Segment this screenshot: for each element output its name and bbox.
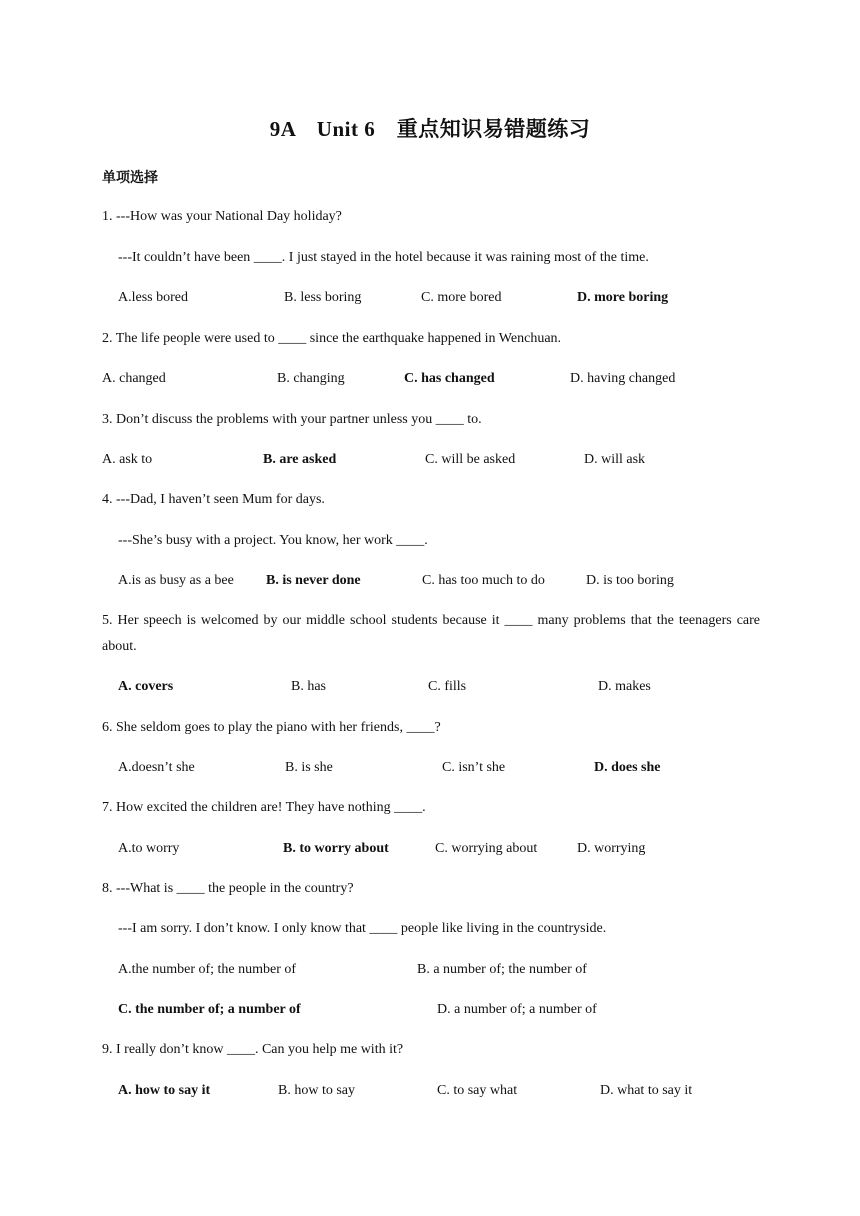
question-5-stem: 5. Her speech is welcomed by our middle school students because it ____ many problems that the teenagers care about. [102,613,760,654]
question-8-line2: ---I am sorry. I don’t know. I only know that ____ people like living in the countryside. [118,921,607,936]
question-7-stem: 7. How excited the children are! They have nothing ____. [102,800,426,815]
question-3-stem: 3. Don’t discuss the problems with your partner unless you ____ to. [102,412,482,427]
question-9-option-c: C. to say what [437,1083,518,1098]
question-9-stem: 9. I really don’t know ____. Can you help me with it? [102,1042,404,1057]
question-3-option-d: D. will ask [584,452,646,467]
question-5-option-a: A. covers [118,679,174,694]
question-5-option-c: C. fills [428,679,467,694]
question-5-option-b: B. has [291,679,326,694]
question-8-option-a: A.the number of; the number of [118,962,297,977]
question-6-stem: 6. She seldom goes to play the piano with her friends, ____? [102,720,441,735]
question-8-option-c: C. the number of; a number of [118,1002,301,1017]
question-6-option-c: C. isn’t she [442,760,506,775]
question-3-option-c: C. will be asked [425,452,516,467]
question-7-option-d: D. worrying [577,841,646,856]
question-3-option-a: A. ask to [102,452,153,467]
question-6-option-b: B. is she [285,760,333,775]
page-title: 9A Unit 6 重点知识易错题练习 [269,117,591,141]
question-7-option-c: C. worrying about [435,841,538,856]
question-1-line2: ---It couldn’t have been ____. I just stayed in the hotel because it was raining most of the time. [118,250,649,265]
question-9-option-a: A. how to say it [118,1083,211,1098]
question-4-stem: 4. ---Dad, I haven’t seen Mum for days. [102,492,325,507]
question-1-option-c: C. more bored [421,290,502,305]
question-7-option-b: B. to worry about [283,841,389,856]
question-8-option-d: D. a number of; a number of [437,1002,597,1017]
question-8-option-b: B. a number of; the number of [417,962,587,977]
question-7-option-a: A.to worry [118,841,180,856]
question-8-stem: 8. ---What is ____ the people in the country? [102,881,354,896]
question-1-stem: 1. ---How was your National Day holiday? [102,209,342,224]
question-6-option-d: D. does she [594,760,661,775]
question-2-option-a: A. changed [102,371,166,386]
question-4-line2: ---She’s busy with a project. You know, her work ____. [118,533,428,548]
question-3-option-b: B. are asked [263,452,337,467]
question-2-option-b: B. changing [277,371,345,386]
question-6-option-a: A.doesn’t she [118,760,195,775]
question-2-option-c: C. has changed [404,371,495,386]
question-4-option-b: B. is never done [266,573,361,588]
question-1-option-b: B. less boring [284,290,362,305]
question-9-option-b: B. how to say [278,1083,355,1098]
question-4-option-a: A.is as busy as a bee [118,573,234,588]
question-1-option-a: A.less bored [118,290,188,305]
question-2-option-d: D. having changed [570,371,676,386]
question-1-option-d: D. more boring [577,290,669,305]
section-heading: 单项选择 [102,171,158,186]
question-9-option-d: D. what to say it [600,1083,693,1098]
question-4-option-d: D. is too boring [586,573,674,588]
question-4-option-c: C. has too much to do [422,573,545,588]
question-5-option-d: D. makes [598,679,651,694]
question-2-stem: 2. The life people were used to ____ since the earthquake happened in Wenchuan. [102,331,562,346]
